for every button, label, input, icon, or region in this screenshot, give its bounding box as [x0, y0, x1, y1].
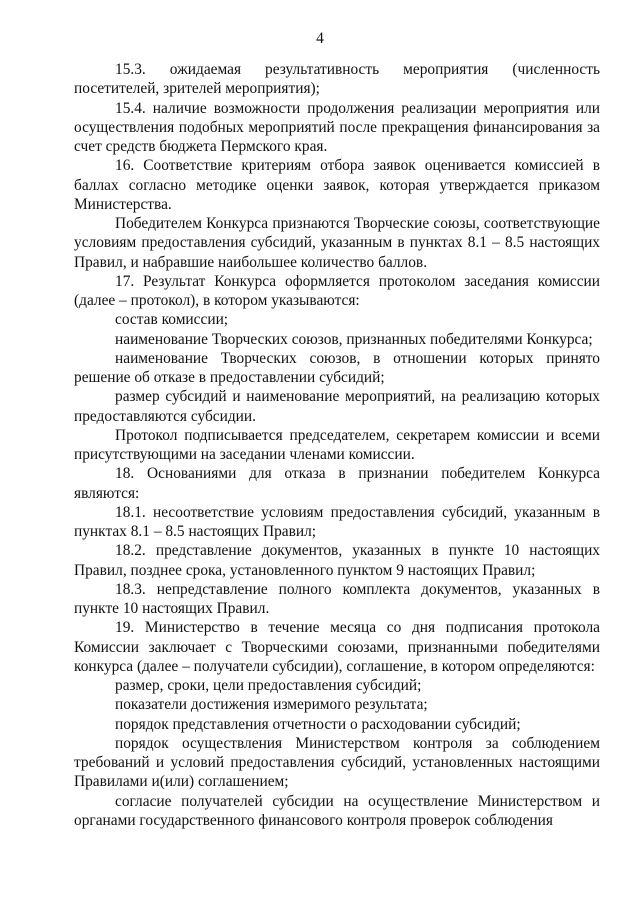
list-item-reporting: порядок представления отчетности о расходовании субсидий; — [115, 715, 521, 733]
list-item-winners: наименование Творческих союзов, признанных победителями Конкурса; — [115, 330, 593, 348]
paragraph-15-4: 15.4. наличие возможности продолжения реализации мероприятия или осуществления подобных мероприятий после прекращения финансирования за счет средств бюджета Пермского края. — [74, 99, 600, 155]
paragraph-winner: Победителем Конкурса признаются Творческие союзы, соответствующие условиям предоставления субсидий, указанным в пунктах 8.1 – 8.5 настоящих Правил, и набравшие наибольшее количество баллов. — [74, 215, 600, 271]
list-item-amounts: размер субсидий и наименование мероприятий, на реализацию которых предоставляются субсидии. — [74, 388, 600, 425]
list-item-size-terms: размер, сроки, цели предоставления субсидий; — [115, 677, 422, 694]
paragraph-16: 16. Соответствие критериям отбора заявок оценивается комиссией в баллах согласно методике оценки заявок, которая утверждается приказом Министерства. — [74, 157, 600, 213]
paragraph-18-2: 18.2. представление документов, указанных в пункте 10 настоящих Правил, позднее срока, установленного пунктом 9 настоящих Правил; — [74, 542, 600, 579]
list-item-control: порядок осуществления Министерством контроля за соблюдением требований и условий предоставления субсидий, установленных настоящими Правилами и(или) соглашением; — [74, 734, 600, 791]
page-number: 4 — [316, 30, 324, 47]
paragraph-protocol-signing: Протокол подписывается председателем, секретарем комиссии и всеми присутствующими на заседании членами комиссии. — [74, 426, 600, 463]
list-item-commission: состав комиссии; — [115, 311, 229, 329]
paragraph-18-3: 18.3. непредставление полного комплекта документов, указанных в пункте 10 настоящих Правил. — [74, 580, 600, 617]
list-item-indicators: показатели достижения измеримого результата; — [115, 696, 428, 714]
paragraph-17: 17. Результат Конкурса оформляется протоколом заседания комиссии (далее – протокол), в котором указываются: — [74, 272, 600, 309]
paragraph-18-1: 18.1. несоответствие условиям предоставления субсидий, указанным в пунктах 8.1 – 8.5 настоящих Правил; — [74, 503, 600, 540]
paragraph-19: 19. Министерство в течение месяца со дня подписания протокола Комиссии заключает с Творческими союзами, признанными победителями конкурса (далее – получатели субсидии), соглашение, в котором определяются: — [74, 619, 600, 675]
list-item-refused: наименование Творческих союзов, в отношении которых принято решение об отказе в предоставлении субсидий; — [74, 349, 600, 386]
list-item-consent: согласие получателей субсидии на осуществление Министерством и органами государственного финансового контроля проверок соблюдения — [74, 792, 600, 829]
document-body — [74, 60, 600, 830]
paragraph-15-3: 15.3. ожидаемая результативность мероприятия (численность посетителей, зрителей мероприятия); — [74, 61, 600, 98]
paragraph-18: 18. Основаниями для отказа в признании победителем Конкурса являются: — [74, 465, 600, 502]
